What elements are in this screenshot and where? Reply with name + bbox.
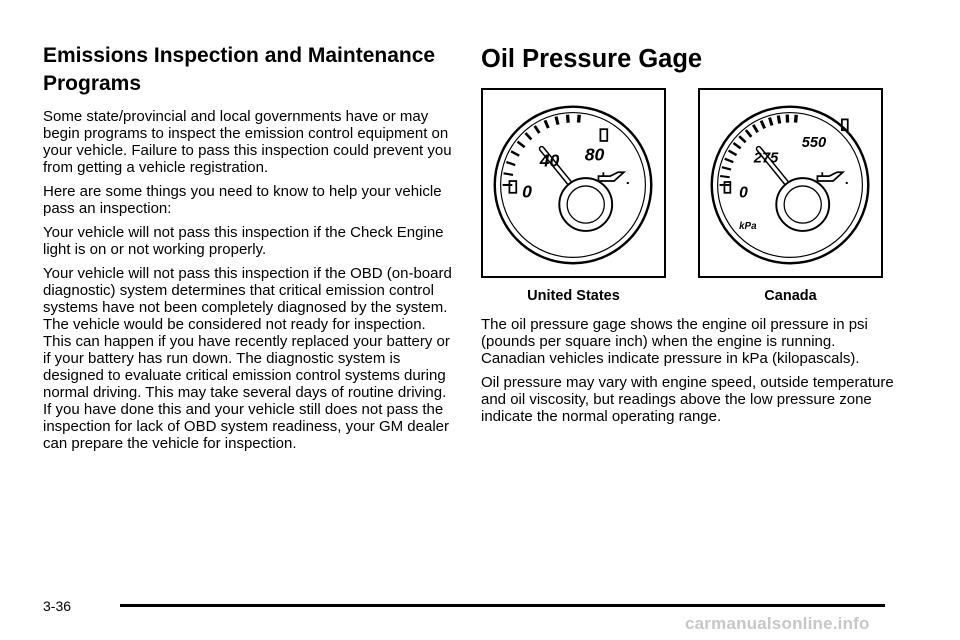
gauge-tick: [556, 117, 558, 125]
page-number: 3-36: [43, 598, 72, 614]
emissions-paragraph-1: Some state/provincial and local governments have or may begin programs to inspect the emission control equipment on your vehicle. Failure to pass this inspection could prevent you from getting a vehicle registration.: [43, 108, 452, 176]
oil-pressure-section: [481, 42, 901, 432]
emissions-paragraph-4: Your vehicle will not pass this inspection if the OBD (on-board diagnostic) system determines that critical emission control systems have not been completely diagnosed by the system. The vehicle would be considered not ready for inspection. This can happen if you have recently replaced your battery or if your battery has run down. The diagnostic system is designed to evaluate critical emission control systems during normal driving. This may take several days of routine driving. If you have done this and your vehicle still does not pass the inspection for lack of OBD system readiness, your GM dealer can prepare the vehicle for inspection.: [43, 265, 452, 452]
gauge-tick: [568, 115, 569, 123]
oil-pressure-paragraph-2: Oil pressure may vary with engine speed, outside temperature and oil viscosity, but readings above the low pressure zone indicate the normal operating range.: [481, 374, 894, 425]
canada-oil-pressure-gauge-illustration: [700, 90, 881, 276]
canada-gauge-caption: Canada: [764, 288, 817, 304]
us-oil-pressure-gauge-illustration: [483, 90, 664, 276]
footer-divider: [120, 604, 885, 607]
canada-gauge-figure: [698, 88, 883, 278]
watermark-text: carmanualsonline.info: [685, 614, 870, 633]
gauge-tick: [796, 115, 797, 123]
us-label-40: 40: [539, 150, 560, 171]
gauge-tick: [778, 115, 779, 123]
canada-label-0: 0: [739, 184, 748, 202]
canada-unit-label: kPa: [739, 220, 757, 232]
gauge-tick: [720, 176, 730, 177]
emissions-paragraph-3: Your vehicle will not pass this inspection if the Check Engine light is on or not working properly.: [43, 224, 444, 258]
emissions-paragraph-2: Here are some things you need to know to help your vehicle pass an inspection:: [43, 183, 442, 217]
gauge-figures: [481, 88, 901, 304]
us-gauge-caption: United States: [527, 288, 620, 304]
us-gauge-figure: [481, 88, 666, 278]
canada-label-275: 275: [753, 150, 779, 167]
canada-label-550: 550: [801, 134, 827, 151]
gauge-tick: [579, 115, 580, 123]
oil-pressure-paragraph-1: The oil pressure gage shows the engine oil pressure in psi (pounds per square inch) when the engine is running. Canadian vehicles indicate pressure in kPa (kilopascals).: [481, 316, 868, 367]
emissions-section: [43, 42, 455, 459]
us-label-0: 0: [522, 181, 532, 202]
emissions-heading: Emissions Inspection and Maintenance Programs: [43, 44, 436, 95]
us-label-80: 80: [584, 144, 605, 165]
oil-pressure-heading: Oil Pressure Gage: [481, 45, 703, 73]
